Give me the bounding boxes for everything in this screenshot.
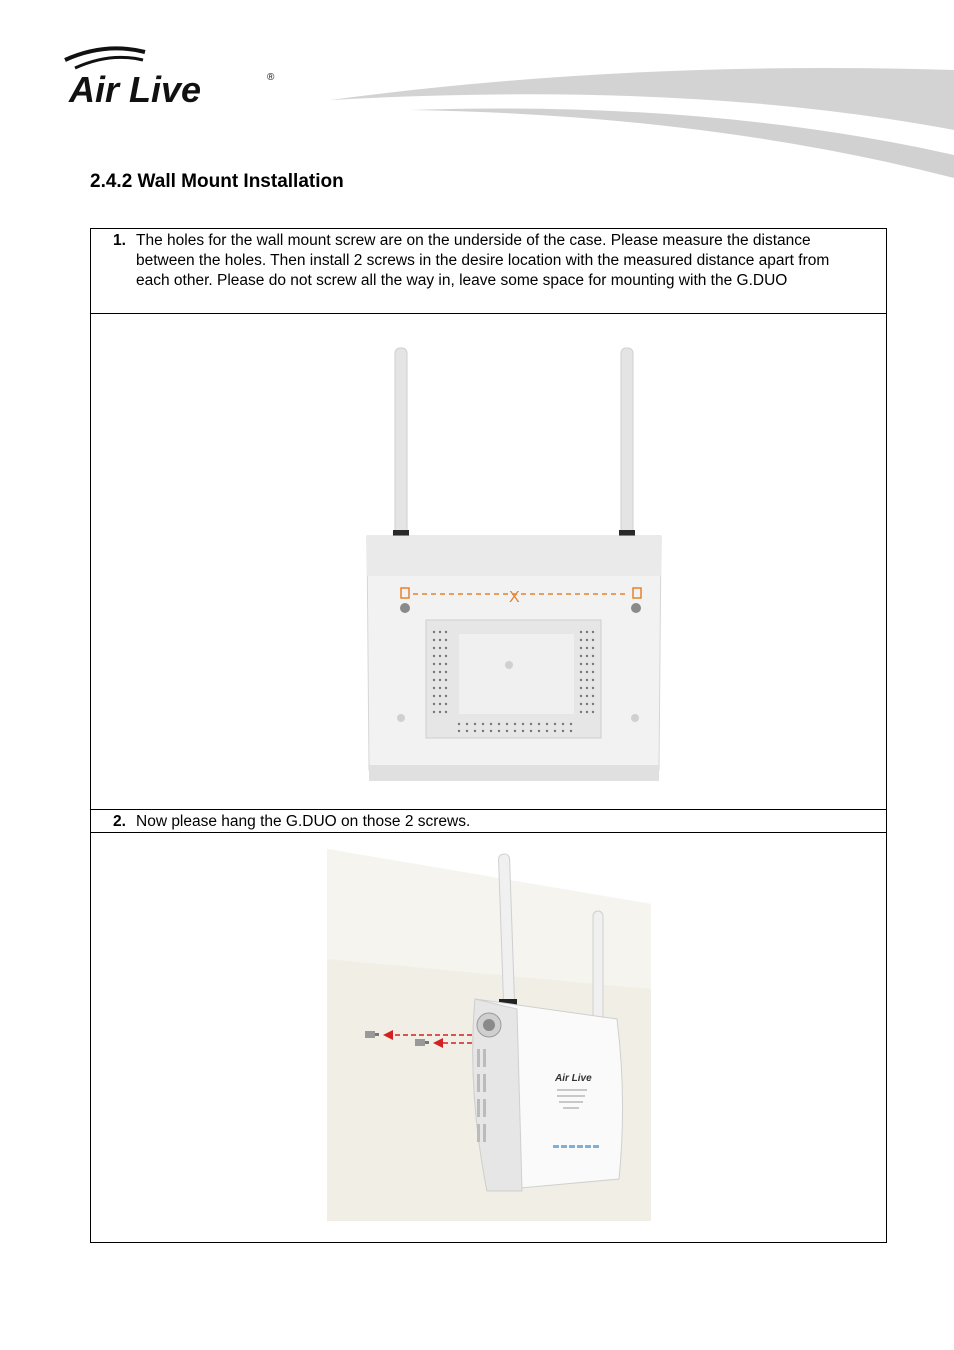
step-2-row xyxy=(91,810,886,833)
header-swoosh xyxy=(330,60,954,190)
distance-marker: X xyxy=(508,589,520,606)
step-1-figure-cell xyxy=(91,314,886,810)
step-1-row xyxy=(91,229,886,314)
registered-mark: ® xyxy=(267,72,275,83)
section-title: 2.4.2 Wall Mount Installation xyxy=(90,171,344,192)
logo-text: Air Live xyxy=(69,69,202,110)
router-underside-image xyxy=(309,340,669,800)
device-logo: Air Live xyxy=(554,1073,592,1084)
router-wall-hang-image xyxy=(327,849,651,1221)
antenna-left xyxy=(395,348,407,538)
screw-hole-left xyxy=(400,603,410,613)
step-text: Now please hang the G.DUO on those 2 screws. xyxy=(136,813,471,830)
step-2-figure-cell xyxy=(91,833,886,1242)
instruction-table xyxy=(90,228,887,1243)
antenna-right xyxy=(621,348,633,538)
step-number: 2. xyxy=(113,813,126,830)
airlive-logo xyxy=(55,40,285,110)
step-number: 1. xyxy=(113,232,126,249)
screw-hole-right xyxy=(631,603,641,613)
step-text: The holes for the wall mount screw are on the underside of the case. Please measure the distance between the holes. Then install 2 screws in the desire location with the measured distance apart from each other. Please do not screw all the way in, leave some space for mounting with the G.DUO xyxy=(136,232,830,289)
antenna-right xyxy=(593,911,603,1029)
